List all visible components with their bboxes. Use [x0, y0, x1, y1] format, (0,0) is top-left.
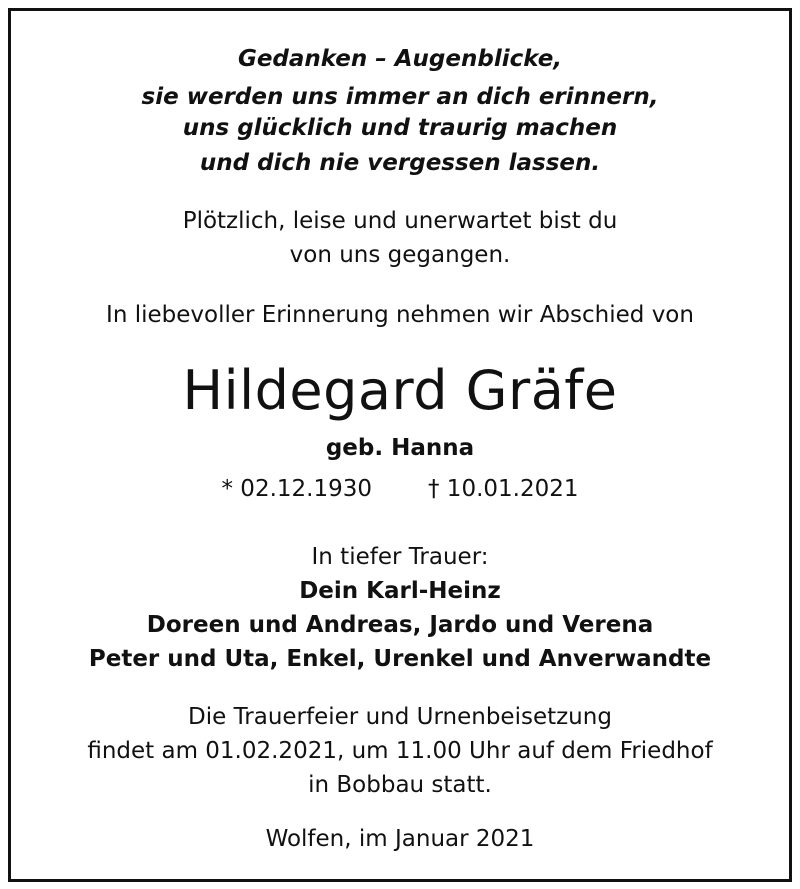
mourners-line-1: Dein Karl-Heinz — [299, 578, 501, 604]
poem-line-4: und dich nie vergessen lassen. — [199, 150, 601, 176]
farewell-text: In liebevoller Erinnerung nehmen wir Abschied von — [106, 302, 694, 328]
death-date: † 10.01.2021 — [428, 476, 579, 502]
service-line-3: in Bobbau statt. — [308, 772, 492, 798]
maiden-name: geb. Hanna — [325, 435, 475, 461]
intro-line-2: von uns gegangen. — [289, 242, 511, 268]
life-dates — [0, 478, 800, 501]
poem-line-2: sie werden uns immer an dich erinnern, — [141, 84, 659, 110]
service-line-1: Die Trauerfeier und Urnenbeisetzung — [188, 704, 612, 730]
intro-line-1: Plötzlich, leise und unerwartet bist du — [182, 208, 618, 234]
closing-place-date: Wolfen, im Januar 2021 — [265, 826, 535, 852]
mourners-line-2: Doreen und Andreas, Jardo und Verena — [146, 612, 654, 638]
poem-line-1: Gedanken – Augenblicke, — [237, 46, 563, 72]
mourners-heading: In tiefer Trauer: — [311, 544, 489, 570]
mourners-line-3: Peter und Uta, Enkel, Urenkel und Anverwandte — [88, 646, 712, 672]
poem-line-3: uns glücklich und traurig machen — [182, 115, 618, 141]
deceased-name: Hildegard Gräfe — [182, 359, 618, 422]
service-line-2: findet am 01.02.2021, um 11.00 Uhr auf dem Friedhof — [87, 738, 713, 764]
birth-date: * 02.12.1930 — [221, 476, 372, 502]
